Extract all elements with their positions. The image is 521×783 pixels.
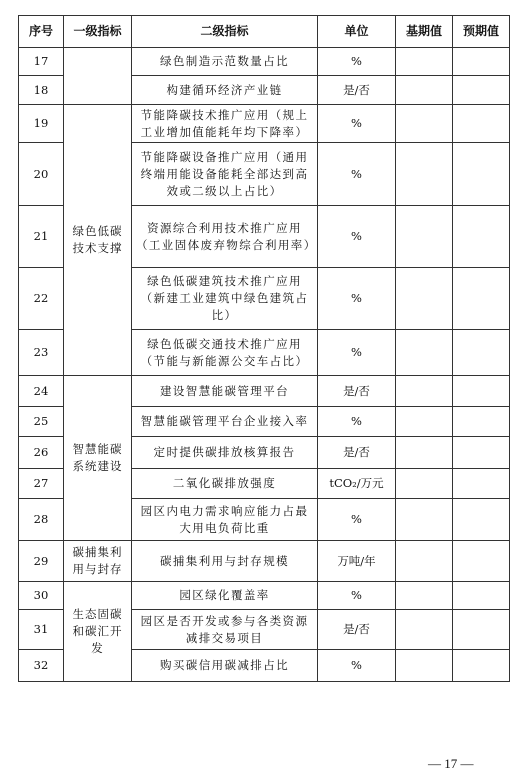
base-value-cell[interactable] [396,610,453,650]
header-level2: 二级指标 [132,16,318,48]
unit-cell: % [318,48,396,76]
base-value-cell[interactable] [396,499,453,541]
unit-cell: 是/否 [318,76,396,105]
row-number: 24 [19,376,64,407]
level2-indicator: 二氧化碳排放强度 [132,469,318,499]
table-row [19,376,510,407]
target-value-cell[interactable] [453,376,510,407]
row-number: 30 [19,582,64,610]
target-value-cell[interactable] [453,407,510,437]
level2-indicator: 资源综合利用技术推广应用（工业固体废弃物综合利用率） [132,206,318,268]
row-number: 32 [19,650,64,682]
row-number: 25 [19,407,64,437]
level1-indicator: 智慧能碳系统建设 [64,376,132,541]
row-number: 21 [19,206,64,268]
level2-indicator: 节能降碳设备推广应用（通用终端用能设备能耗全部达到高效或二级以上占比） [132,143,318,206]
unit-cell: 是/否 [318,437,396,469]
base-value-cell[interactable] [396,437,453,469]
header-target: 预期值 [453,16,510,48]
unit-cell: % [318,650,396,682]
header-level1: 一级指标 [64,16,132,48]
page-number: — 17 — [428,756,474,771]
table-body [19,48,510,682]
target-value-cell[interactable] [453,437,510,469]
unit-cell: 是/否 [318,610,396,650]
base-value-cell[interactable] [396,330,453,376]
unit-cell: 是/否 [318,376,396,407]
level2-indicator: 碳捕集利用与封存规模 [132,541,318,582]
base-value-cell[interactable] [396,76,453,105]
level2-indicator: 绿色低碳建筑技术推广应用（新建工业建筑中绿色建筑占比） [132,268,318,330]
table-row [19,105,510,143]
target-value-cell[interactable] [453,206,510,268]
unit-cell: 万吨/年 [318,541,396,582]
base-value-cell[interactable] [396,143,453,206]
header-seq: 序号 [19,16,64,48]
row-number: 17 [19,48,64,76]
unit-cell: tCO₂/万元 [318,469,396,499]
row-number: 22 [19,268,64,330]
target-value-cell[interactable] [453,48,510,76]
target-value-cell[interactable] [453,582,510,610]
row-number: 26 [19,437,64,469]
row-number: 28 [19,499,64,541]
unit-cell: % [318,143,396,206]
level1-indicator [64,48,132,105]
level2-indicator: 绿色低碳交通技术推广应用（节能与新能源公交车占比） [132,330,318,376]
level2-indicator: 智慧能碳管理平台企业接入率 [132,407,318,437]
unit-cell: % [318,268,396,330]
base-value-cell[interactable] [396,407,453,437]
indicator-table [18,15,510,682]
target-value-cell[interactable] [453,610,510,650]
row-number: 20 [19,143,64,206]
header-base: 基期值 [396,16,453,48]
row-number: 27 [19,469,64,499]
row-number: 29 [19,541,64,582]
level2-indicator: 园区是否开发或参与各类资源减排交易项目 [132,610,318,650]
target-value-cell[interactable] [453,105,510,143]
target-value-cell[interactable] [453,650,510,682]
target-value-cell[interactable] [453,330,510,376]
table-header-row [19,16,510,48]
level2-indicator: 园区绿化覆盖率 [132,582,318,610]
base-value-cell[interactable] [396,48,453,76]
level2-indicator: 绿色制造示范数量占比 [132,48,318,76]
unit-cell: % [318,407,396,437]
base-value-cell[interactable] [396,650,453,682]
base-value-cell[interactable] [396,105,453,143]
level2-indicator: 购买碳信用碳减排占比 [132,650,318,682]
target-value-cell[interactable] [453,76,510,105]
row-number: 31 [19,610,64,650]
base-value-cell[interactable] [396,376,453,407]
row-number: 23 [19,330,64,376]
target-value-cell[interactable] [453,499,510,541]
base-value-cell[interactable] [396,469,453,499]
target-value-cell[interactable] [453,268,510,330]
target-value-cell[interactable] [453,143,510,206]
level2-indicator: 定时提供碳排放核算报告 [132,437,318,469]
base-value-cell[interactable] [396,206,453,268]
base-value-cell[interactable] [396,541,453,582]
level1-indicator: 生态固碳和碳汇开发 [64,582,132,682]
target-value-cell[interactable] [453,541,510,582]
unit-cell: % [318,499,396,541]
target-value-cell[interactable] [453,469,510,499]
level1-indicator: 碳捕集利用与封存 [64,541,132,582]
table-row [19,48,510,76]
unit-cell: % [318,330,396,376]
row-number: 18 [19,76,64,105]
level2-indicator: 节能降碳技术推广应用（规上工业增加值能耗年均下降率） [132,105,318,143]
unit-cell: % [318,206,396,268]
table-row [19,541,510,582]
unit-cell: % [318,105,396,143]
level2-indicator: 园区内电力需求响应能力占最大用电负荷比重 [132,499,318,541]
row-number: 19 [19,105,64,143]
level2-indicator: 构建循环经济产业链 [132,76,318,105]
base-value-cell[interactable] [396,582,453,610]
base-value-cell[interactable] [396,268,453,330]
level2-indicator: 建设智慧能碳管理平台 [132,376,318,407]
unit-cell: % [318,582,396,610]
table-row [19,582,510,610]
level1-indicator: 绿色低碳技术支撑 [64,105,132,376]
header-unit: 单位 [318,16,396,48]
